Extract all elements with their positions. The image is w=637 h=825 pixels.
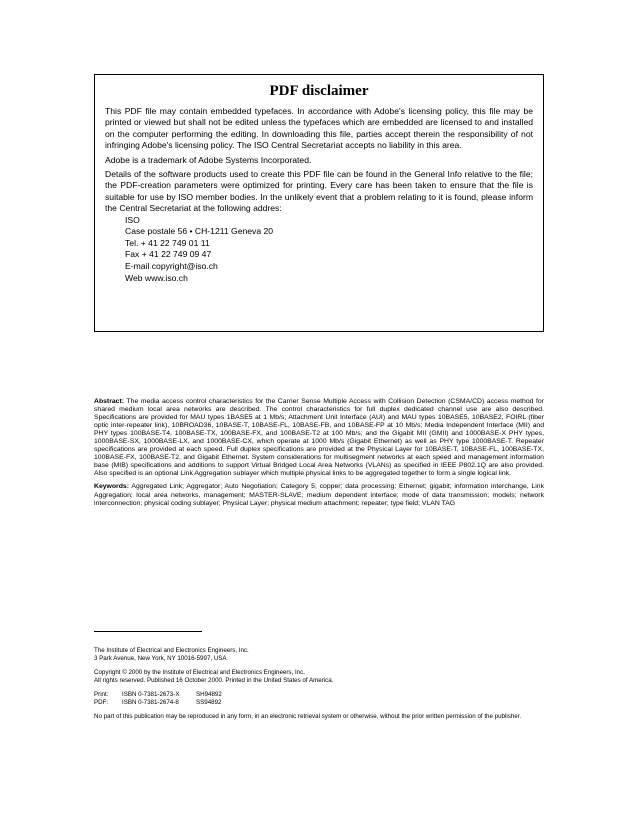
rights-line: All rights reserved. Published 16 October 2000. Printed in the United States of America. [94, 677, 334, 684]
publisher-name: The Institute of Electrical and Electronics Engineers, Inc. [94, 647, 249, 654]
address-line: Case postale 56 • CH-1211 Geneva 20 [125, 226, 274, 237]
isbn-row [94, 691, 554, 699]
footnote-divider [94, 631, 202, 632]
abstract-paragraph [94, 398, 544, 478]
isbn-code: SS94892 [196, 699, 222, 706]
isbn-row [94, 699, 554, 707]
publisher-info [94, 647, 554, 727]
disclaimer-paragraph-trademark: Adobe is a trademark of Adobe Systems Incorporated. [105, 154, 312, 165]
keywords-label: Keywords: [94, 483, 129, 491]
isbn-format: Print: [94, 691, 109, 698]
address-line: Tel. + 41 22 749 01 11 [125, 237, 210, 248]
disclaimer-paragraph-licensing: This PDF file may contain embedded typefaces. In accordance with Adobe's licensing policy, this file may be printed or viewed but shall not be edited unless the typefaces which are embedded are licensed to and installed on the computer performing the editing. In downloading this file, parties accept therein the responsibility of not infringing Adobe's licensing policy. The ISO Central Secretariat accepts no liability in this area. [105, 106, 533, 151]
reproduction-notice: No part of this publication may be reproduced in any form, in an electronic retrieval system or otherwise, without the prior written permission of the publisher. [94, 713, 522, 720]
publisher-address: 3 Park Avenue, New York, NY 10016-5997, USA [94, 655, 227, 662]
abstract-section [94, 398, 544, 513]
copyright-block [94, 669, 554, 685]
pdf-disclaimer-box [94, 74, 544, 332]
disclaimer-title: PDF disclaimer [269, 83, 369, 99]
isbn-code: SH94892 [196, 691, 222, 698]
abstract-label: Abstract: [94, 398, 125, 405]
keywords-text: Aggregated Link; Aggregator; Auto Negotiation; Category 5; copper; data processing; Ethernet; gigabit; information interchange, Link Aggregation; local area networks, management; MASTER-SLAVE; medium dependent interface; mode of data transmission; models; network interconnection; physical coding sublayer; Physical Layer; physical medium attachment; repeater; type field; VLAN TAG [94, 483, 544, 507]
iso-address [105, 215, 533, 285]
isbn-table [94, 691, 554, 707]
address-line-email: E-mail copyright@iso.ch [125, 261, 218, 272]
address-line-web: Web www.iso.ch [125, 272, 188, 283]
isbn-number: ISBN 0-7381-2673-X [122, 691, 180, 698]
publisher-address-block [94, 647, 554, 663]
address-line: Fax + 41 22 749 09 47 [125, 249, 212, 260]
keywords-paragraph [94, 483, 544, 507]
isbn-format: PDF: [94, 699, 109, 706]
isbn-number: ISBN 0-7381-2674-8 [122, 699, 179, 706]
abstract-text: The media access control characteristics for the Carrier Sense Multiple Access with Collision Detection (CSMA/CD) access method for shared medium local area networks are described. The control characteristics for full duplex dedicated channel use are also described. Specifications are provided for MAU types 1BASE5 at 1 Mb/s; Attachment Unit Interface (AUI) and MAU types 10BASE5, 10BASE2, FOIRL (fiber optic inter-repeater link), 10BROAD36, 10BASE-T, 10BASE-FL, 10BASE-FB, and 10BASE-FP at 10 Mb/s; Media Independent Interface (MII) and PHY types 100BASE-T4, 100BASE-TX, 100BASE-FX, and 100BASE-T2 at 100 Mb/s; and the Gigabit MII (GMII) and 1000BASE-X PHY types, 1000BASE-SX, 1000BASE-LX, and 1000BASE-CX, which operate at 1000 Mb/s (Gigabit Ethernet) as well as PHY type 1000BASE-T. Repeater specifications are provided at each speed. Full duplex specifications are provided at the Physical Layer for 10BASE-T, 10BASE-FL, 100BASE-TX, 100BASE-FX, 100BASE-T2, and Gigabit Ethernet. System considerations for multisegment networks at each speed and management information base (MIB) specifications and additions to support Virtual Bridged Local Area Networks (VLANs) as specified in IEEE P802.1Q are also provided. Also specified is an optional Link Aggregation sublayer which multiple physical links to be aggregated together to form a single logical link. [94, 398, 544, 478]
copyright-line: Copyright © 2000 by the Institute of Electrical and Electronics Engineers, Inc. [94, 669, 305, 676]
address-line: ISO [125, 214, 140, 225]
disclaimer-paragraph-details: Details of the software products used to create this PDF file can be found in the General Info relative to the file; the PDF-creation parameters were optimized for printing. Every care has been taken to ensure that the file is suitable for use by ISO member bodies. In the unlikely event that a problem relating to it is found, please inform the Central Secretariat at the following addres: [105, 169, 533, 214]
